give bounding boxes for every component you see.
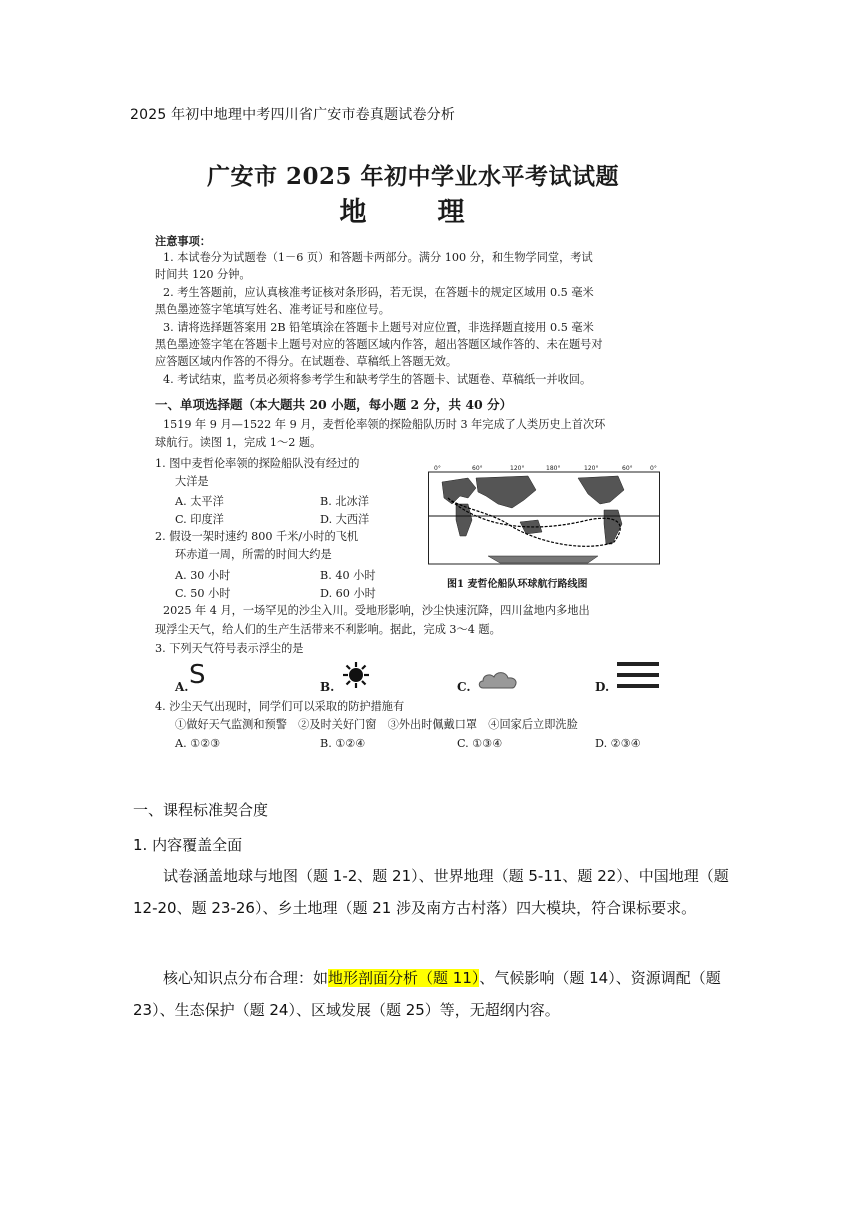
question-intro: 1519 年 9 月—1522 年 9 月，麦哲伦率领的探险船队历时 3 年完成了人类历史上首次环 <box>163 418 606 431</box>
exam-scan-image <box>145 148 681 754</box>
option: B. 北冰洋 <box>320 495 369 508</box>
option: A. 太平洋 <box>175 495 224 508</box>
cloudy-symbol-icon <box>477 668 521 692</box>
map-tick: 120° <box>510 465 525 472</box>
map-tick: 0° <box>434 465 441 472</box>
magellan-route-map <box>428 464 660 566</box>
highlighted-text: 地形剖面分析（题 11） <box>328 969 480 987</box>
option: B. 40 小时 <box>320 569 376 582</box>
notice-line: 时间共 120 分钟。 <box>155 268 251 281</box>
exam-title: 广安市 2025 年初中学业水平考试试题 <box>206 163 620 190</box>
question-intro: 现浮尘天气，给人们的生产生活带来不利影响。据此，完成 3～4 题。 <box>155 623 501 636</box>
notice-line: 2. 考生答题前，应认真核准考证核对条形码，若无误，在答题卡的规定区域用 0.5 毫米 <box>163 286 594 299</box>
analysis-section-heading: 一、课程标准契合度 <box>133 801 269 819</box>
analysis-paragraph <box>133 962 743 1026</box>
question-intro: 2025 年 4 月，一场罕见的沙尘入川。受地形影响，沙尘快速沉降，四川盆地内多地出 <box>163 604 590 617</box>
analysis-subheading: 1. 内容覆盖全面 <box>133 836 243 854</box>
fog-symbol-icon <box>617 660 659 690</box>
question-2: 环赤道一周，所需的时间大约是 <box>175 548 332 561</box>
question-1: 大洋是 <box>175 475 209 488</box>
section-heading: 一、单项选择题（本大题共 20 小题，每小题 2 分，共 40 分） <box>155 397 513 412</box>
map-tick: 0° <box>650 465 657 472</box>
notice-line: 4. 考试结束，监考员必须将参考学生和缺考学生的答题卡、试题卷、草稿纸一并收回。 <box>163 373 592 386</box>
option: A. ①②③ <box>175 737 221 750</box>
analysis-text: 、气候影响（题 14）、资源调配（题 23）、生态保护（题 24）、区域发展（题 25）等，无超纲内容。 <box>133 969 721 1019</box>
option-label: C. <box>457 680 471 694</box>
map-tick: 180° <box>546 465 561 472</box>
antarctica-shape <box>488 556 598 563</box>
option-label: B. <box>320 680 335 694</box>
map-caption: 图1 麦哲伦船队环球航行路线图 <box>447 579 588 590</box>
notice-line: 3. 请将选择题答案用 2B 铅笔填涂在答题卡上题号对应位置，非选择题直接用 0.5 毫米 <box>163 321 594 334</box>
option: B. ①②④ <box>320 737 366 750</box>
option-label: A. <box>175 680 189 694</box>
document-heading: 2025 年初中地理中考四川省广安市卷真题试卷分析 <box>130 107 456 123</box>
analysis-text: 核心知识点分布合理：如 <box>163 969 329 987</box>
option: D. ②③④ <box>595 737 641 750</box>
map-tick: 60° <box>472 465 483 472</box>
question-2: 2. 假设一架时速约 800 千米/小时的飞机 <box>155 530 359 543</box>
question-4-items: ①做好天气监测和预警 ②及时关好门窗 ③外出时佩戴口罩 ④回家后立即洗脸 <box>175 718 578 731</box>
question-1: 1. 图中麦哲伦率领的探险船队没有经过的 <box>155 457 360 470</box>
option: C. 印度洋 <box>175 513 224 526</box>
question-4: 4. 沙尘天气出现时，同学们可以采取的防护措施有 <box>155 700 405 713</box>
question-intro: 球航行。读图 1，完成 1～2 题。 <box>155 436 322 449</box>
option: C. 50 小时 <box>175 587 231 600</box>
notice-label: 注意事项： <box>155 234 211 248</box>
exam-subject: 地 理 <box>339 197 487 228</box>
question-3: 3. 下列天气符号表示浮尘的是 <box>155 642 304 655</box>
notice-line: 黑色墨迹签字笔在答题卡上题号对应的答题区域内作答，超出答题区域作答的、未在题号对 <box>155 338 603 351</box>
option: C. ①③④ <box>457 737 503 750</box>
floating-dust-symbol: S <box>189 660 206 690</box>
notice-line: 1. 本试卷分为试题卷（1－6 页）和答题卡两部分。满分 100 分，和生物学同堂，考试 <box>163 251 593 264</box>
option: D. 大西洋 <box>320 513 370 526</box>
option-label: D. <box>595 680 610 694</box>
option: A. 30 小时 <box>175 569 231 582</box>
map-tick: 60° <box>622 465 633 472</box>
option: D. 60 小时 <box>320 587 376 600</box>
sunny-symbol-icon <box>341 660 371 690</box>
map-tick: 120° <box>584 465 599 472</box>
analysis-paragraph: 试卷涵盖地球与地图（题 1-2、题 21）、世界地理（题 5-11、题 22）、中国地理（题 12-20、题 23-26）、乡土地理（题 21 涉及南方古村落）四大模块，符合课标要求。 <box>133 867 729 917</box>
notice-line: 黑色墨迹签字笔填写姓名、准考证号和座位号。 <box>155 303 390 316</box>
notice-line: 应答题区域内作答的不得分。在试题卷、草稿纸上答题无效。 <box>155 355 458 368</box>
